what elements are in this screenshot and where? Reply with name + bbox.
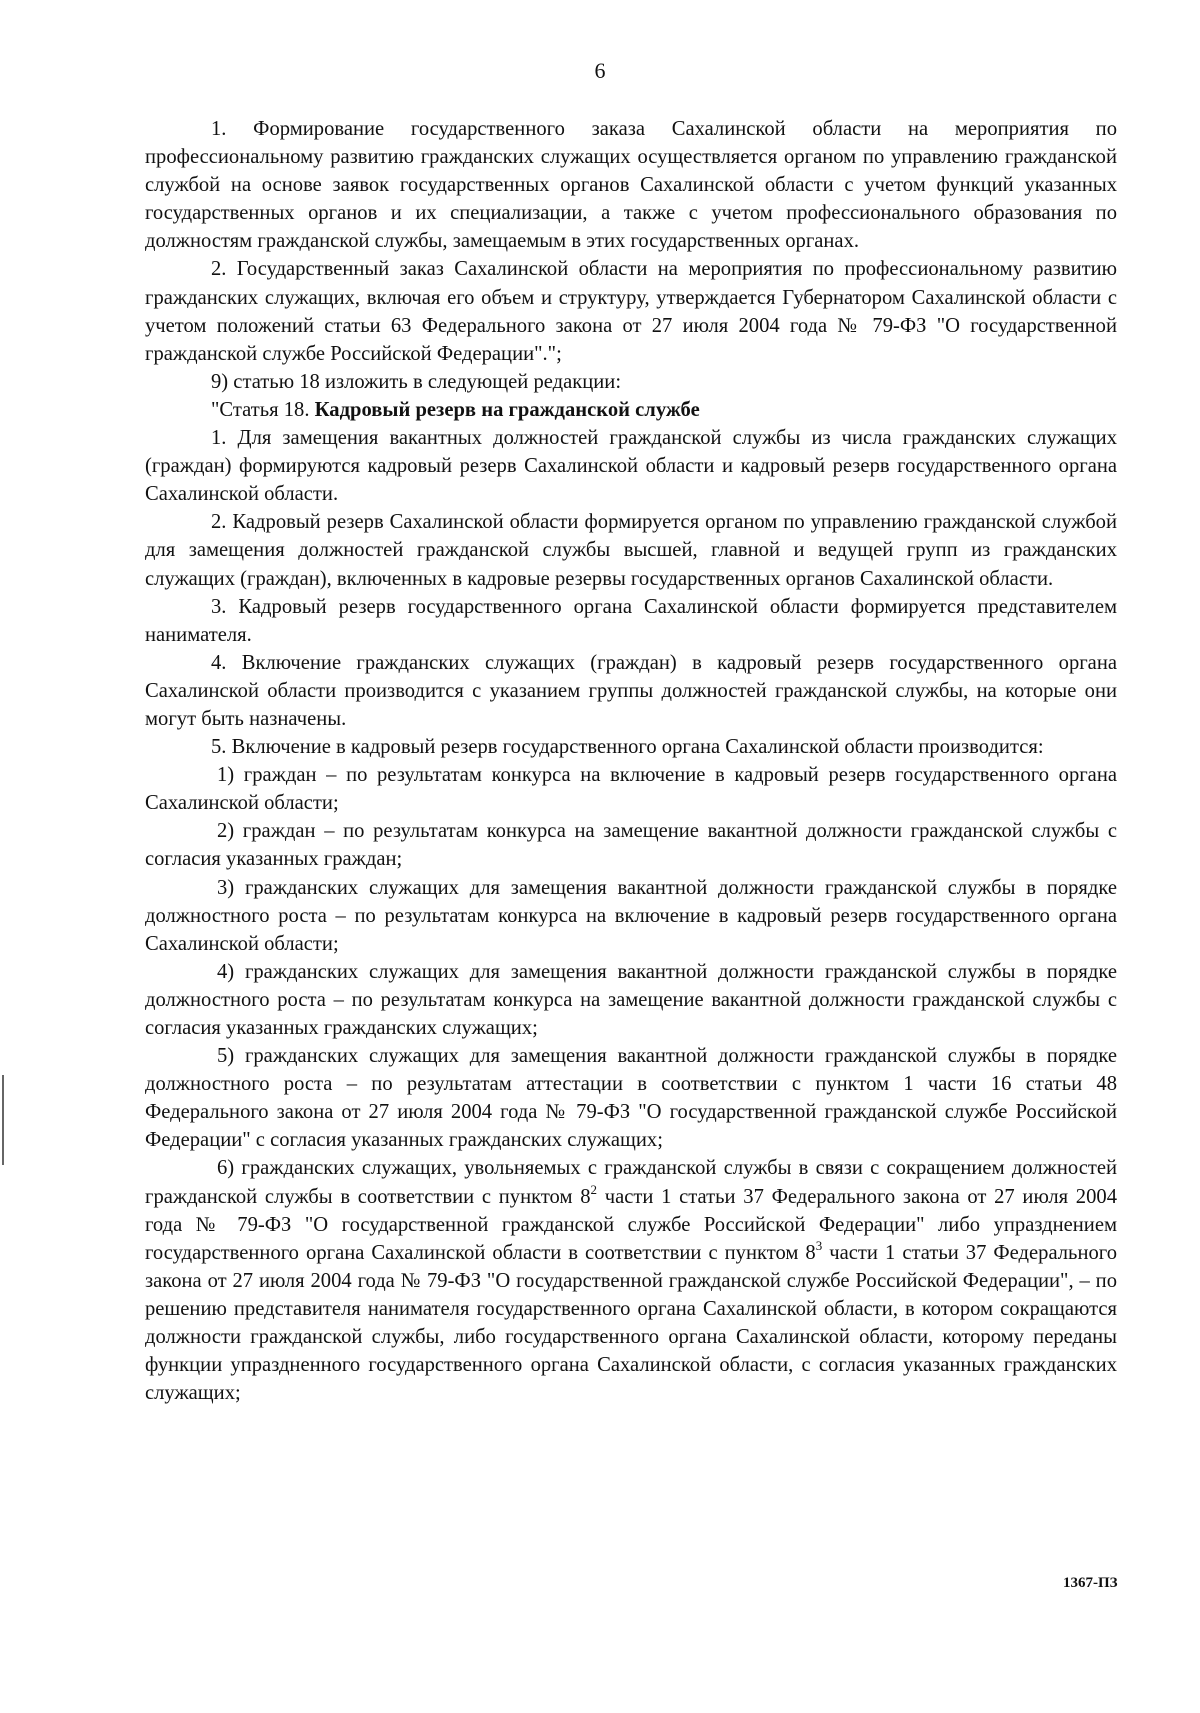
paragraph-2: 2. Государственный заказ Сахалинской области на мероприятия по профессиональному развитию гражданских служащих, включая его объем и структуру, утверждается Губернатором Сахалинской области с учетом положений статьи 63 Федерального закона от 27 июля 2004 года № 79-ФЗ "О государственной гражданской службе Российской Федерации"."; (145, 258, 1117, 365)
document-body (145, 115, 1117, 1407)
list-item-3: 3) гражданских служащих для замещения вакантной должности гражданской службы в порядке должностного роста – по результатам конкурса на включение в кадровый резерв государственного органа Сахалинской области; (145, 876, 1117, 955)
list-item-1: 1) граждан – по результатам конкурса на включение в кадровый резерв государственного органа Сахалинской области; (145, 764, 1117, 815)
superscript-3: 3 (815, 1237, 823, 1253)
list-item-6 (145, 1154, 1117, 1407)
list-item-6-text-b: части 1 статьи 37 Федерального закона от 27 июля 2004 года № 79-ФЗ "О государственной гражданской службе Российской Федерации" либо упразднением государственного органа Сахалинской области в соответствии с пунктом 8 (145, 1185, 1117, 1264)
list-item-4: 4) гражданских служащих для замещения вакантной должности гражданской службы в порядке должностного роста – по результатам конкурса на замещение вакантной должности гражданской службы с согласия указанных гражданских служащих; (145, 960, 1117, 1039)
paragraph-1: 1. Формирование государственного заказа Сахалинской области на мероприятия по профессиональному развитию гражданских служащих осуществляется органом по управлению гражданской службой на основе заявок государственных органов Сахалинской области с учетом функций указанных государственных органов и их специализации, а также с учетом профессионального образования по должностям гражданской службы, замещаемым в этих государственных органах. (145, 118, 1117, 253)
article-part-3: 3. Кадровый резерв государственного органа Сахалинской области формируется представителем нанимателя. (145, 595, 1117, 646)
article-prefix: "Статья 18. (211, 398, 315, 421)
article-heading (145, 396, 1117, 424)
article-part-5: 5. Включение в кадровый резерв государственного органа Сахалинской области производится: (211, 736, 1044, 759)
superscript-2: 2 (590, 1181, 598, 1197)
document-code: 1367-ПЗ (1063, 1575, 1118, 1591)
article-part-1: 1. Для замещения вакантных должностей гражданской службы из числа гражданских служащих (граждан) формируются кадровый резерв Сахалинской области и кадровый резерв государственного органа Сахалинской области. (145, 427, 1117, 506)
paragraph-3: 9) статью 18 изложить в следующей редакции: (211, 370, 622, 393)
page-number: 6 (594, 58, 606, 83)
article-part-2: 2. Кадровый резерв Сахалинской области формируется органом по управлению гражданской службой для замещения должностей гражданской службы высшей, главной и ведущей групп из гражданских служащих (граждан), включенных в кадровые резервы государственных органов Сахалинской области. (145, 511, 1117, 590)
scan-edge-mark (2, 1075, 4, 1165)
list-item-5: 5) гражданских служащих для замещения вакантной должности гражданской службы в порядке должностного роста – по результатам аттестации в соответствии с пунктом 1 части 16 статьи 48 Федерального закона от 27 июля 2004 года № 79-ФЗ "О государственной гражданской службе Российской Федерации" с согласия указанных гражданских служащих; (145, 1045, 1117, 1152)
list-item-2: 2) граждан – по результатам конкурса на замещение вакантной должности гражданской службы с согласия указанных граждан; (145, 820, 1117, 871)
article-part-4: 4. Включение гражданских служащих (граждан) в кадровый резерв государственного органа Сахалинской области производится с указанием группы должностей гражданской службы, на которые они могут быть назначены. (145, 651, 1117, 730)
article-title: Кадровый резерв на гражданской службе (314, 398, 700, 421)
list-item-6-text-c: части 1 статьи 37 Федерального закона от 27 июля 2004 года № 79-ФЗ "О государственной гражданской службе Российской Федерации", – по решению представителя нанимателя государственного органа Сахалинской области, в котором сокращаются должности гражданской службы, либо государственного органа Сахалинской области, которому переданы функции упраздненного государственного органа Сахалинской области, с согласия указанных гражданских служащих; (145, 1241, 1118, 1405)
list-item-6-text-a: 6) гражданских служащих, увольняемых с гражданской службы в связи с сокращением должностей гражданской службы в соответствии с пунктом 8 (145, 1157, 1117, 1208)
